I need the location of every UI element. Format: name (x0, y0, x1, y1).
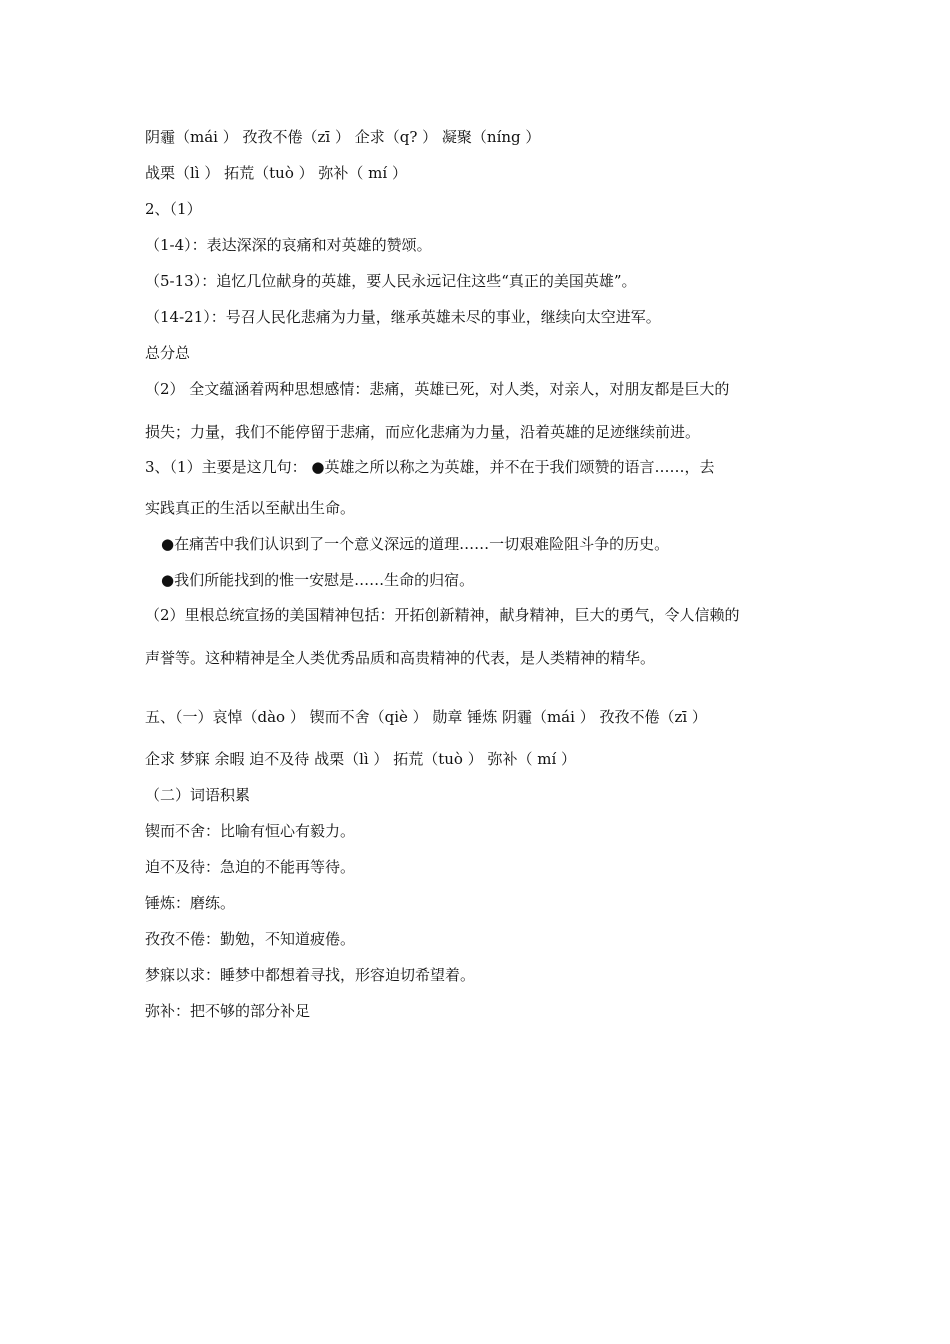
answer-3-2-line-1: （2）里根总统宣扬的美国精神包括：开拓创新精神，献身精神，巨大的勇气，令人信赖的 (145, 606, 740, 624)
question-2-heading: 2、（1） (145, 200, 202, 218)
vocab-item: 锲而不舍：比喻有恒心有毅力。 (145, 822, 356, 840)
pinyin-line-1: 阴霾（mái ） 孜孜不倦（zī ） 企求（q? ） 凝聚（níng ） (145, 128, 541, 146)
pinyin-line-2: 战栗（lì ） 拓荒（tuò ） 弥补（ mí ） (145, 164, 407, 182)
vocab-item: 弥补：把不够的部分补足 (145, 1002, 311, 1020)
question-3-line-1: 3、（1）主要是这几句： ●英雄之所以称之为英雄，并不在于我们颂赞的语言……，去 (145, 458, 715, 476)
section-1-4: （1-4）：表达深深的哀痛和对英雄的赞颂。 (145, 236, 432, 254)
answer-3-2-line-2: 声誉等。这种精神是全人类优秀品质和高贵精神的代表，是人类精神的精华。 (145, 649, 656, 667)
vocab-item: 梦寐以求：睡梦中都想着寻找，形容迫切希望着。 (145, 966, 476, 984)
vocab-item: 锤炼：磨练。 (145, 894, 236, 912)
question-3-line-2: 实践真正的生活以至献出生命。 (145, 499, 356, 517)
section-5-13: （5-13）：追忆几位献身的英雄，要人民永远记住这些“真正的美国英雄”。 (145, 272, 637, 290)
answer-2-2-line-2: 损失；力量，我们不能停留于悲痛，而应化悲痛为力量，沿着英雄的足迹继续前进。 (145, 423, 701, 441)
structure-note: 总分总 (145, 344, 191, 362)
section-14-21: （14-21）：号召人民化悲痛为力量，继承英雄未尽的事业，继续向太空进军。 (145, 308, 661, 326)
answer-2-2-line-1: （2） 全文蕴涵着两种思想感情：悲痛，英雄已死，对人类，对亲人，对朋友都是巨大的 (145, 380, 730, 398)
bullet-quote-2: ●我们所能找到的惟一安慰是……生命的归宿。 (161, 571, 475, 589)
section-5-line-1: 五、（一）哀悼（dào ） 锲而不舍（qiè ） 勋章 锤炼 阴霾（mái ） 孜孜不倦（zī ） (145, 708, 707, 726)
bullet-quote-1: ●在痛苦中我们认识到了一个意义深远的道理……一切艰难险阻斗争的历史。 (161, 535, 670, 553)
vocab-item: 迫不及待：急迫的不能再等待。 (145, 858, 356, 876)
vocab-heading: （二）词语积累 (145, 786, 251, 804)
vocab-item: 孜孜不倦：勤勉，不知道疲倦。 (145, 930, 356, 948)
section-5-line-2: 企求 梦寐 余暇 迫不及待 战栗（lì ） 拓荒（tuò ） 弥补（ mí ） (145, 750, 577, 768)
